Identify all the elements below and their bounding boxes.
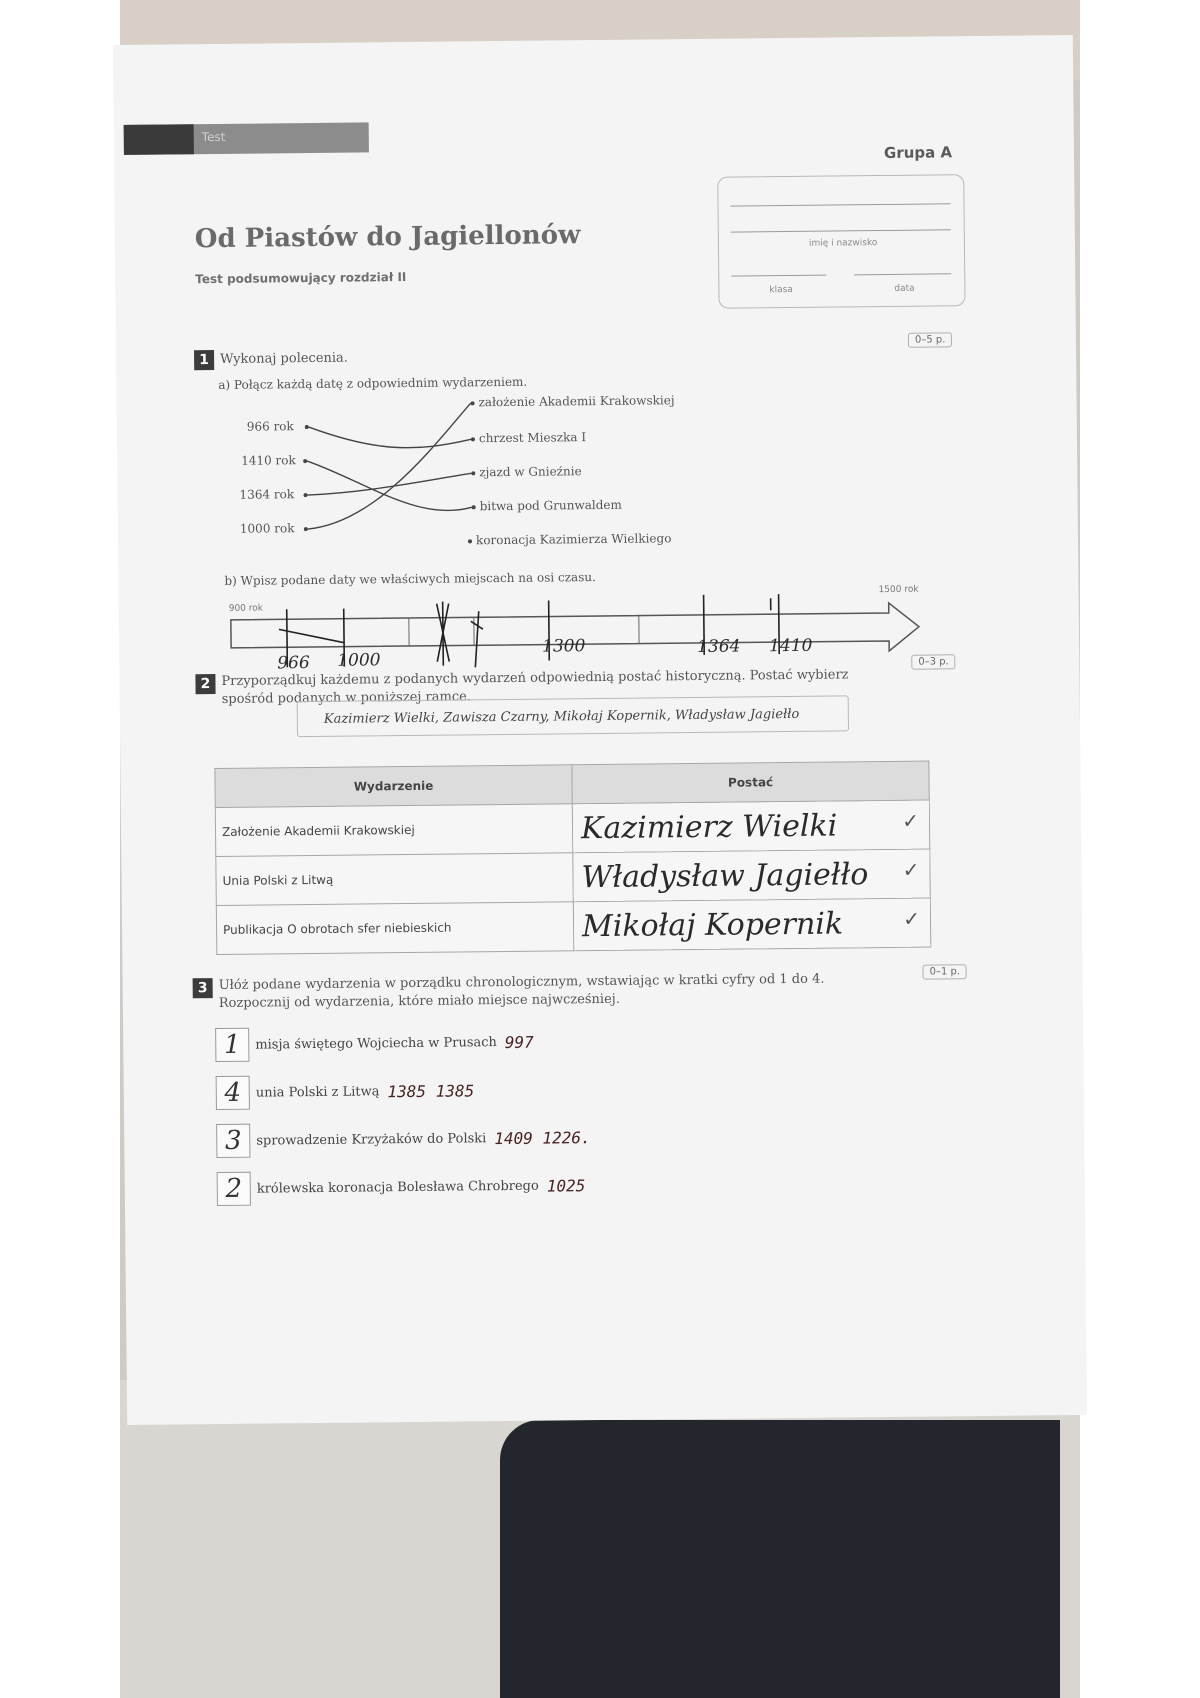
event-cell: Publikacja O obrotach sfer niebieskich <box>216 902 573 955</box>
q3-points: 0–1 p. <box>922 964 967 979</box>
q1-instruction: Wykonaj polecenia. <box>220 350 348 367</box>
q1-event-1: założenie Akademii Krakowskiej <box>478 393 675 410</box>
page-title: Od Piastów do Jagiellonów <box>194 220 581 255</box>
q1-event-2: chrzest Mieszka I <box>478 430 587 446</box>
q1-part-a: a) Połącz każdą datę z odpowiednim wydarzeniem. <box>218 374 528 392</box>
timeline-end-label: 1500 rok <box>878 584 919 596</box>
q2-instruction-2: spośród podanych w poniższej ramce. <box>221 689 472 707</box>
q3-instruction-1: Ułóż podane wydarzenia w porządku chronologicznym, wstawiając w kratki cyfry od 1 do 4. <box>218 971 825 994</box>
q1-part-b: b) Wpisz podane daty we właściwych miejscach na osi czasu. <box>224 570 596 588</box>
header-tag: Test <box>201 129 226 145</box>
worksheet <box>113 35 1087 1425</box>
timeline-answer-5: 1410 <box>769 635 813 657</box>
q1-event-5: koronacja Kazimierza Wielkiego <box>475 531 672 548</box>
q2-instruction-1: Przyporządkuj każdemu z podanych wydarzeń odpowiednią postać historyczną. Postać wybierz <box>221 667 849 689</box>
checkmark-icon: ✓ <box>902 857 920 882</box>
order-text: królewska koronacja Bolesława Chrobrego <box>256 1178 539 1197</box>
order-note: 1385 1385 <box>387 1080 475 1101</box>
timeline-answer-4: 1364 <box>697 636 741 657</box>
q3-item-3 <box>216 1120 591 1158</box>
header-person: Postać <box>572 761 929 804</box>
date-caption: data <box>894 283 915 294</box>
order-note: 1409 1226. <box>494 1127 591 1148</box>
order-text: unia Polski z Litwą <box>255 1083 380 1101</box>
q3-item-1 <box>215 1025 534 1062</box>
name-caption: imię i nazwisko <box>808 238 878 249</box>
answer-text: Mikołaj Kopernik <box>581 905 844 944</box>
q1-event-3: zjazd w Gnieźnie <box>479 464 582 480</box>
order-box[interactable]: 3 <box>216 1124 250 1158</box>
event-cell: Unia Polski z Litwą <box>216 853 573 906</box>
q1-event-4: bitwa pod Grunwaldem <box>479 497 622 514</box>
q2-points: 0–3 p. <box>911 654 956 669</box>
q1-date-4: 1000 rok <box>239 521 295 536</box>
answer-text: Kazimierz Wielki <box>580 808 838 846</box>
timeline-start-label: 900 rok <box>228 603 264 614</box>
page-subtitle: Test podsumowujący rozdział II <box>195 270 407 287</box>
q1-number: 1 <box>194 350 214 370</box>
q3-number: 3 <box>193 978 213 998</box>
q1-date-2: 1410 rok <box>241 453 296 468</box>
timeline-answer-1: 966 <box>277 653 310 674</box>
q1-date-3: 1364 rok <box>239 487 295 502</box>
q2-number: 2 <box>195 674 215 694</box>
checkmark-icon: ✓ <box>903 906 921 931</box>
q3-instruction-2: Rozpocznij od wydarzenia, które miało miejsce najwcześniej. <box>218 991 620 1012</box>
order-box[interactable]: 1 <box>215 1028 249 1062</box>
q1-points: 0–5 p. <box>908 332 953 347</box>
header-event: Wydarzenie <box>215 765 572 808</box>
timeline-answer-3: 1300 <box>542 636 586 657</box>
order-text: misja świętego Wojciecha w Prusach <box>255 1034 497 1053</box>
jeans-fabric <box>500 1420 1060 1698</box>
answer-text: Władysław Jagiełło <box>581 856 869 895</box>
timeline-answer-2: 1000 <box>337 650 381 671</box>
order-text: sprowadzenie Krzyżaków do Polski <box>256 1130 487 1149</box>
answer-cell <box>573 849 930 902</box>
order-note: 1025 <box>546 1175 586 1196</box>
q3-item-2 <box>216 1073 475 1110</box>
order-note: 997 <box>504 1032 534 1052</box>
order-box[interactable]: 4 <box>216 1076 250 1110</box>
q2-events-table <box>214 761 931 955</box>
table-row <box>216 898 930 954</box>
checkmark-icon: ✓ <box>902 808 920 833</box>
event-cell: Założenie Akademii Krakowskiej <box>215 804 572 857</box>
q1-date-1: 966 rok <box>246 419 294 434</box>
group-label: Grupa A <box>883 143 953 162</box>
q2-names-box: Kazimierz Wielki, Zawisza Czarny, Mikołaj Kopernik, Władysław Jagiełło <box>297 695 849 737</box>
table-row <box>215 800 929 856</box>
table-row <box>216 849 930 905</box>
q3-item-4 <box>217 1168 586 1206</box>
class-caption: klasa <box>769 284 793 296</box>
answer-cell <box>572 800 929 853</box>
answer-cell <box>573 898 930 951</box>
order-box[interactable]: 2 <box>217 1172 251 1206</box>
